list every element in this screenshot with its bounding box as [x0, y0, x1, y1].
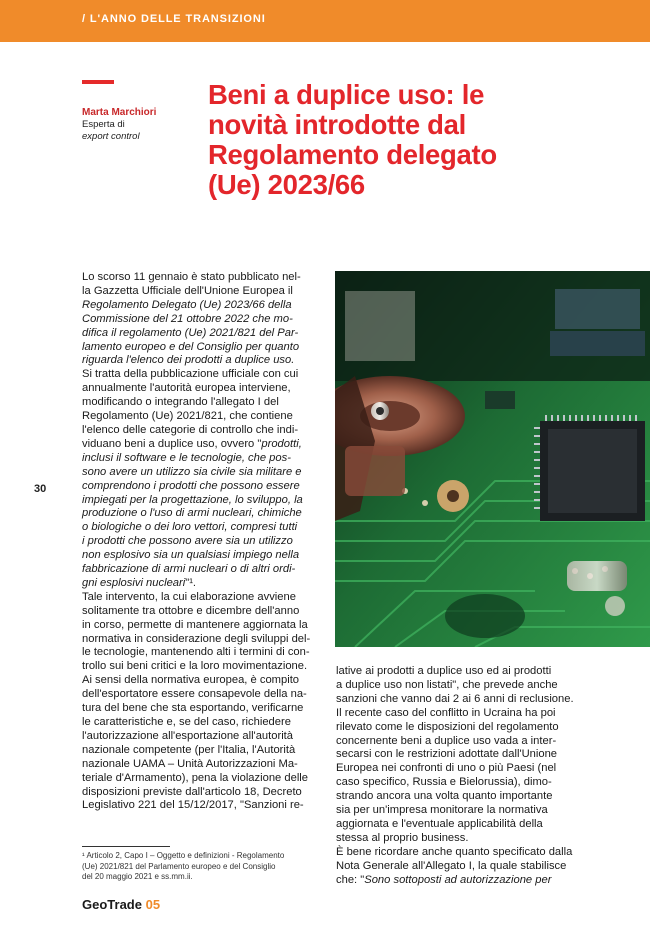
text-line	[82, 660, 320, 674]
text-run: Il recente caso del conflitto in Ucraina ha poi	[336, 706, 556, 719]
text-line	[82, 702, 320, 716]
footnote-line: ¹ Articolo 2, Capo I – Oggetto e definizioni - Regolamento	[82, 851, 285, 860]
text-run: l'elenco delle categorie di controllo che indi-	[82, 423, 299, 436]
text-run: i prodotti che possono avere sia un utilizzo	[82, 535, 293, 548]
footnote-line: del 20 maggio 2021 e ss.mm.ii.	[82, 872, 193, 881]
footnote	[82, 851, 322, 883]
text-line	[336, 846, 576, 860]
text-run: rilevato come le disposizioni del regolamento	[336, 720, 559, 733]
text-run: in corso, permette di mantenere aggiornata la	[82, 618, 308, 631]
text-run: Legislativo 221 del 15/12/2017, "Sanzioni re-	[82, 799, 304, 812]
text-line	[82, 577, 320, 591]
author-name: Marta Marchiori	[82, 107, 157, 118]
text-run: Regolamento (Ue) 2021/821, che contiene	[82, 410, 293, 423]
text-run: Commissione del 21 ottobre 2022 che mo-	[82, 312, 293, 325]
text-run: concernente beni a duplice uso vada a inter-	[336, 734, 557, 747]
text-run: produzione o l'uso di armi nucleari, chimiche	[82, 507, 302, 520]
text-line	[336, 818, 576, 832]
text-line	[336, 735, 576, 749]
footnote-divider	[82, 846, 170, 847]
author-role-line: Esperta di	[82, 119, 125, 130]
text-line	[82, 772, 320, 786]
text-run: "¹.	[185, 576, 197, 589]
text-run: Regolamento Delegato (Ue) 2023/66 della	[82, 298, 292, 311]
text-run: sono avere un utilizzo sia civile sia militare e	[82, 465, 302, 478]
text-line	[82, 619, 320, 633]
text-line	[82, 744, 320, 758]
text-line	[82, 424, 320, 438]
text-run: nazionale UAMA – Unità Autorizzazioni Ma-	[82, 757, 298, 770]
article-title	[208, 80, 588, 200]
text-run: impiegati per la progettazione, lo sviluppo, la	[82, 493, 303, 506]
text-line	[336, 832, 576, 846]
text-line	[336, 804, 576, 818]
text-run: le caratteristiche e, se del caso, richiedere	[82, 716, 291, 728]
text-line	[82, 591, 320, 605]
text-line	[82, 605, 320, 619]
section-label: / L'ANNO DELLE TRANSIZIONI	[82, 13, 266, 25]
text-line	[82, 382, 320, 396]
text-line	[82, 786, 320, 800]
text-line	[82, 368, 320, 382]
text-line	[82, 674, 320, 688]
text-line	[82, 799, 320, 813]
text-run: Tale intervento, la cui elaborazione avviene	[82, 590, 296, 603]
text-run: teriale d'Armamento), pena la violazione delle	[82, 771, 309, 784]
text-run: tura del bene che sta esportando, verificarne	[82, 702, 304, 715]
title-line: Beni a duplice uso: le	[208, 79, 485, 110]
text-run: normativa in considerazione degli sviluppi del-	[82, 632, 311, 645]
text-run: modificando o integrando l'allegato I del	[82, 396, 279, 409]
author-role-line: export control	[82, 130, 140, 142]
text-run: lative ai prodotti a duplice uso ed ai prodotti	[336, 665, 552, 677]
author-role	[82, 119, 140, 142]
title-line: novità introdotte dal	[208, 109, 466, 140]
text-run: sanzioni che vanno dai 2 ai 6 anni di reclusione.	[336, 692, 574, 705]
text-run: caso specifico, Russia e Bielorussia), dimo-	[336, 776, 552, 789]
title-line: (Ue) 2023/66	[208, 169, 365, 200]
magazine-footer	[82, 897, 160, 912]
text-line	[82, 271, 320, 285]
text-run: viduano beni a duplice uso, ovvero "	[82, 437, 262, 450]
text-line	[336, 693, 576, 707]
text-line	[336, 874, 576, 888]
text-run: disposizioni previste dall'articolo 18, Decreto	[82, 785, 302, 798]
text-run: Nota Generale all'Allegato I, la quale stabilisce	[336, 859, 567, 872]
text-line	[82, 521, 320, 535]
text-line	[336, 679, 576, 693]
text-run: la Gazzetta Ufficiale dell'Unione Europea il	[82, 284, 293, 297]
text-run: le tecnologie, mantenendo alti i termini di con-	[82, 646, 310, 659]
text-run: dell'esportatore essere consapevole della na-	[82, 688, 307, 701]
text-run: a duplice uso non listati", che prevede anche	[336, 678, 558, 691]
text-line	[82, 299, 320, 313]
text-line	[82, 646, 320, 660]
footer-issue: 05	[145, 897, 161, 912]
text-run: solitamente tra ottobre e dicembre dell'anno	[82, 604, 300, 617]
footnote-line: (Ue) 2021/821 del Parlamento europeo e del Consiglio	[82, 861, 276, 871]
text-run: È bene ricordare anche quanto specificato dalla	[336, 845, 573, 858]
text-line	[82, 341, 320, 355]
page-number: 30	[34, 483, 47, 495]
footer-brand: GeoTrade	[82, 897, 142, 912]
circuit-board-image	[335, 271, 650, 647]
text-line	[82, 507, 320, 521]
text-line	[82, 285, 320, 299]
text-run: prodotti,	[261, 437, 302, 450]
text-run: comprendono i prodotti che possono essere	[82, 479, 300, 492]
author-accent-bar	[82, 80, 114, 84]
body-column-right	[336, 665, 576, 888]
text-line	[82, 313, 320, 327]
text-run: difica il regolamento (Ue) 2021/821 del Par-	[82, 326, 299, 339]
text-run: Ai sensi della normativa europea, è compito	[82, 674, 300, 687]
text-run: nazionale competente (per l'Italia, l'Autorità	[82, 743, 296, 756]
text-line	[336, 776, 576, 790]
text-run: aggiornata e l'eventuale applicabilità della	[336, 817, 543, 830]
header-band	[0, 0, 650, 42]
text-run: sia per un'impresa monitorare la normativa	[336, 804, 548, 817]
text-line	[82, 494, 320, 508]
text-run: Sono sottoposti ad autorizzazione per	[364, 873, 552, 886]
text-run: non esplosivo sia un qualsiasi impiego nella	[82, 549, 300, 562]
text-run: Lo scorso 11 gennaio è stato pubblicato nel-	[82, 271, 301, 283]
title-line: Regolamento delegato	[208, 139, 497, 170]
text-line	[82, 410, 320, 424]
text-run: inclusi il software e le tecnologie, che pos-	[82, 451, 291, 464]
text-run: Europea nei confronti di uno o più Paesi (nel	[336, 762, 557, 775]
text-run: fabbricazione di armi nucleari o di altri ordi-	[82, 563, 296, 576]
text-line	[82, 452, 320, 466]
text-line	[336, 748, 576, 762]
text-line	[82, 633, 320, 647]
text-run: riguarda l'elenco dei prodotti a duplice uso.	[82, 354, 295, 367]
text-line	[82, 730, 320, 744]
circuit-board-photo	[335, 271, 650, 647]
text-run: strando ancora una volta quanto importante	[336, 790, 553, 803]
text-line	[82, 327, 320, 341]
text-line	[336, 762, 576, 776]
body-column-left	[82, 271, 320, 813]
text-line	[82, 535, 320, 549]
text-line	[82, 466, 320, 480]
text-line	[82, 354, 320, 368]
text-line	[82, 758, 320, 772]
text-run: l'autorizzazione all'esportazione all'autorità	[82, 729, 294, 742]
text-run: Si tratta della pubblicazione ufficiale con cui	[82, 368, 299, 381]
text-line	[82, 438, 320, 452]
text-run: secarsi con le restrizioni adottate dall'Unione	[336, 748, 558, 761]
text-run: gni esplosivi nucleari	[82, 576, 186, 589]
text-line	[82, 549, 320, 563]
text-run: o biologiche o dei loro vettori, compresi tutti	[82, 521, 298, 534]
text-run: che: "	[336, 873, 365, 886]
text-line	[82, 716, 320, 730]
text-run: trollo sui beni critici e la loro movimentazione.	[82, 660, 308, 673]
text-line	[336, 721, 576, 735]
text-line	[82, 688, 320, 702]
text-run: lamento europeo e del Consiglio per quanto	[82, 340, 300, 353]
text-run: stessa al proprio business.	[336, 831, 469, 844]
text-line	[336, 707, 576, 721]
text-line	[336, 665, 576, 679]
text-run: annualmente l'autorità europea interviene,	[82, 382, 291, 395]
text-line	[82, 396, 320, 410]
text-line	[336, 790, 576, 804]
text-line	[82, 563, 320, 577]
text-line	[82, 480, 320, 494]
text-line	[336, 860, 576, 874]
